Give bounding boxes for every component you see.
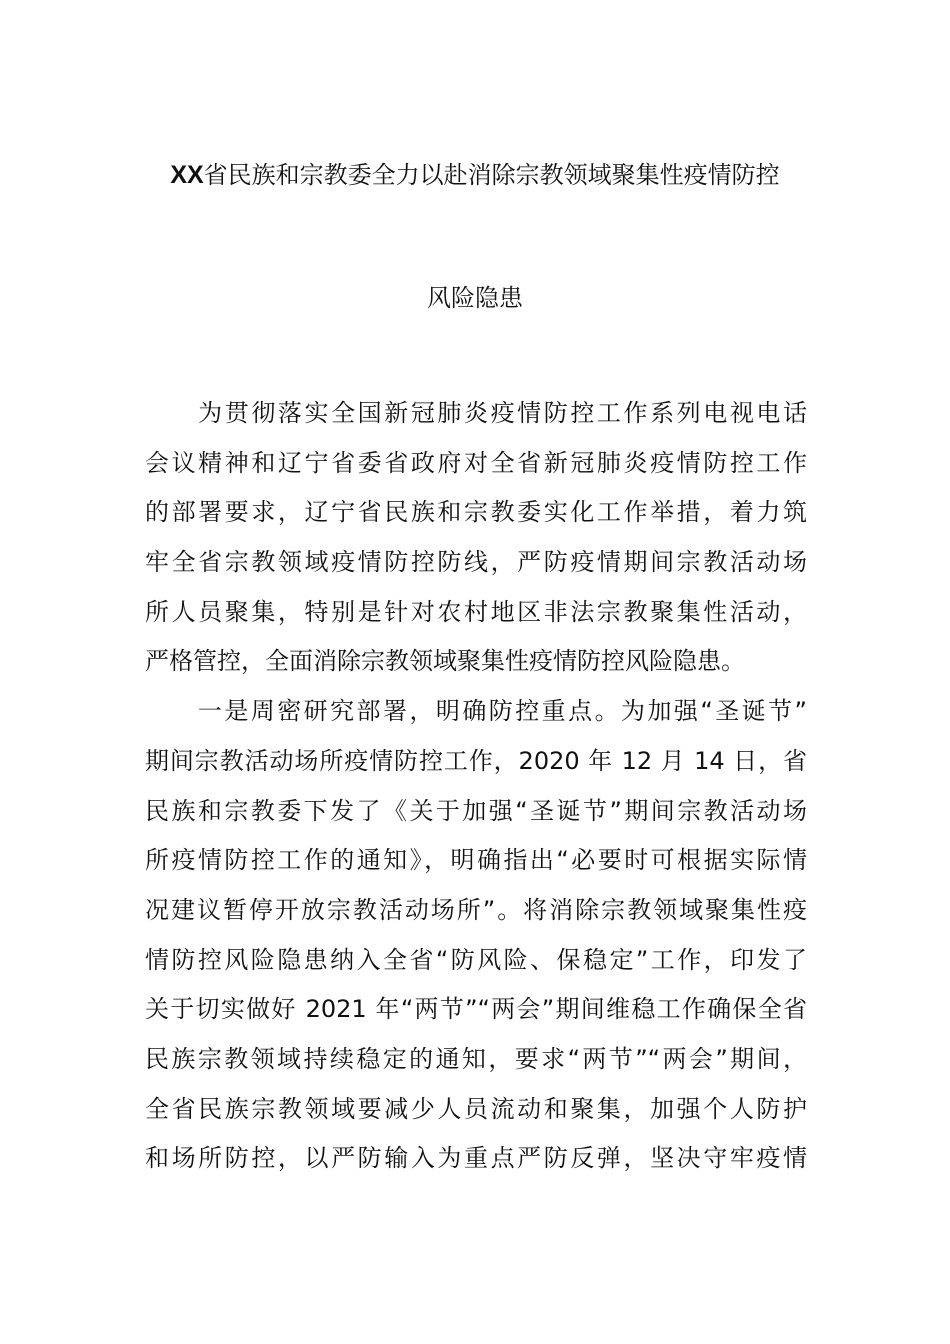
body-line: 和场所防控，以严防输入为重点严防反弹，坚决守牢疫情 [145, 1144, 807, 1173]
body-line: 为贯彻落实全国新冠肺炎疫情防控工作系列电视电话 [145, 399, 807, 427]
body-line: 会议精神和辽宁省委省政府对全省新冠肺炎疫情防控工作 [145, 448, 807, 477]
body-line: 况建议暂停开放宗教活动场所”。将消除宗教领域聚集性疫 [145, 895, 807, 924]
body-line: 严格管控，全面消除宗教领域聚集性疫情防控风险隐患。 [145, 647, 745, 676]
body-line: 全省民族宗教领域要减少人员流动和聚集，加强个人防护 [145, 1094, 807, 1123]
document-title-line-1 [0, 160, 950, 190]
body-line: 一是周密研究部署，明确防控重点。为加强“圣诞节” [145, 697, 807, 726]
body-line: 期间宗教活动场所疫情防控工作，2020 年 12 月 14 日，省 [145, 746, 807, 775]
body-line: 牢全省宗教领域疫情防控防线，严防疫情期间宗教活动场 [145, 548, 807, 577]
document-title-line-2: 风险隐患 [427, 284, 523, 312]
body-line: 所人员聚集，特别是针对农村地区非法宗教聚集性活动， [145, 597, 807, 626]
body-line: 民族和宗教委下发了《关于加强“圣诞节”期间宗教活动场 [145, 796, 807, 825]
title-text: 省民族和宗教委全力以赴消除宗教领域聚集性疫情防控 [203, 161, 780, 189]
body-line: 情防控风险隐患纳入全省“防风险、保稳定”工作，印发了 [145, 945, 807, 974]
body-line: 关于切实做好 2021 年“两节”“两会”期间维稳工作确保全省 [145, 995, 807, 1024]
body-line: 民族宗教领域持续稳定的通知，要求“两节”“两会”期间， [145, 1044, 807, 1073]
document-body [145, 398, 807, 1193]
title-prefix: XX [170, 161, 204, 189]
body-line: 所疫情防控工作的通知》，明确指出“必要时可根据实际情 [145, 846, 807, 875]
body-line: 的部署要求，辽宁省民族和宗教委实化工作举措，着力筑 [145, 498, 807, 527]
